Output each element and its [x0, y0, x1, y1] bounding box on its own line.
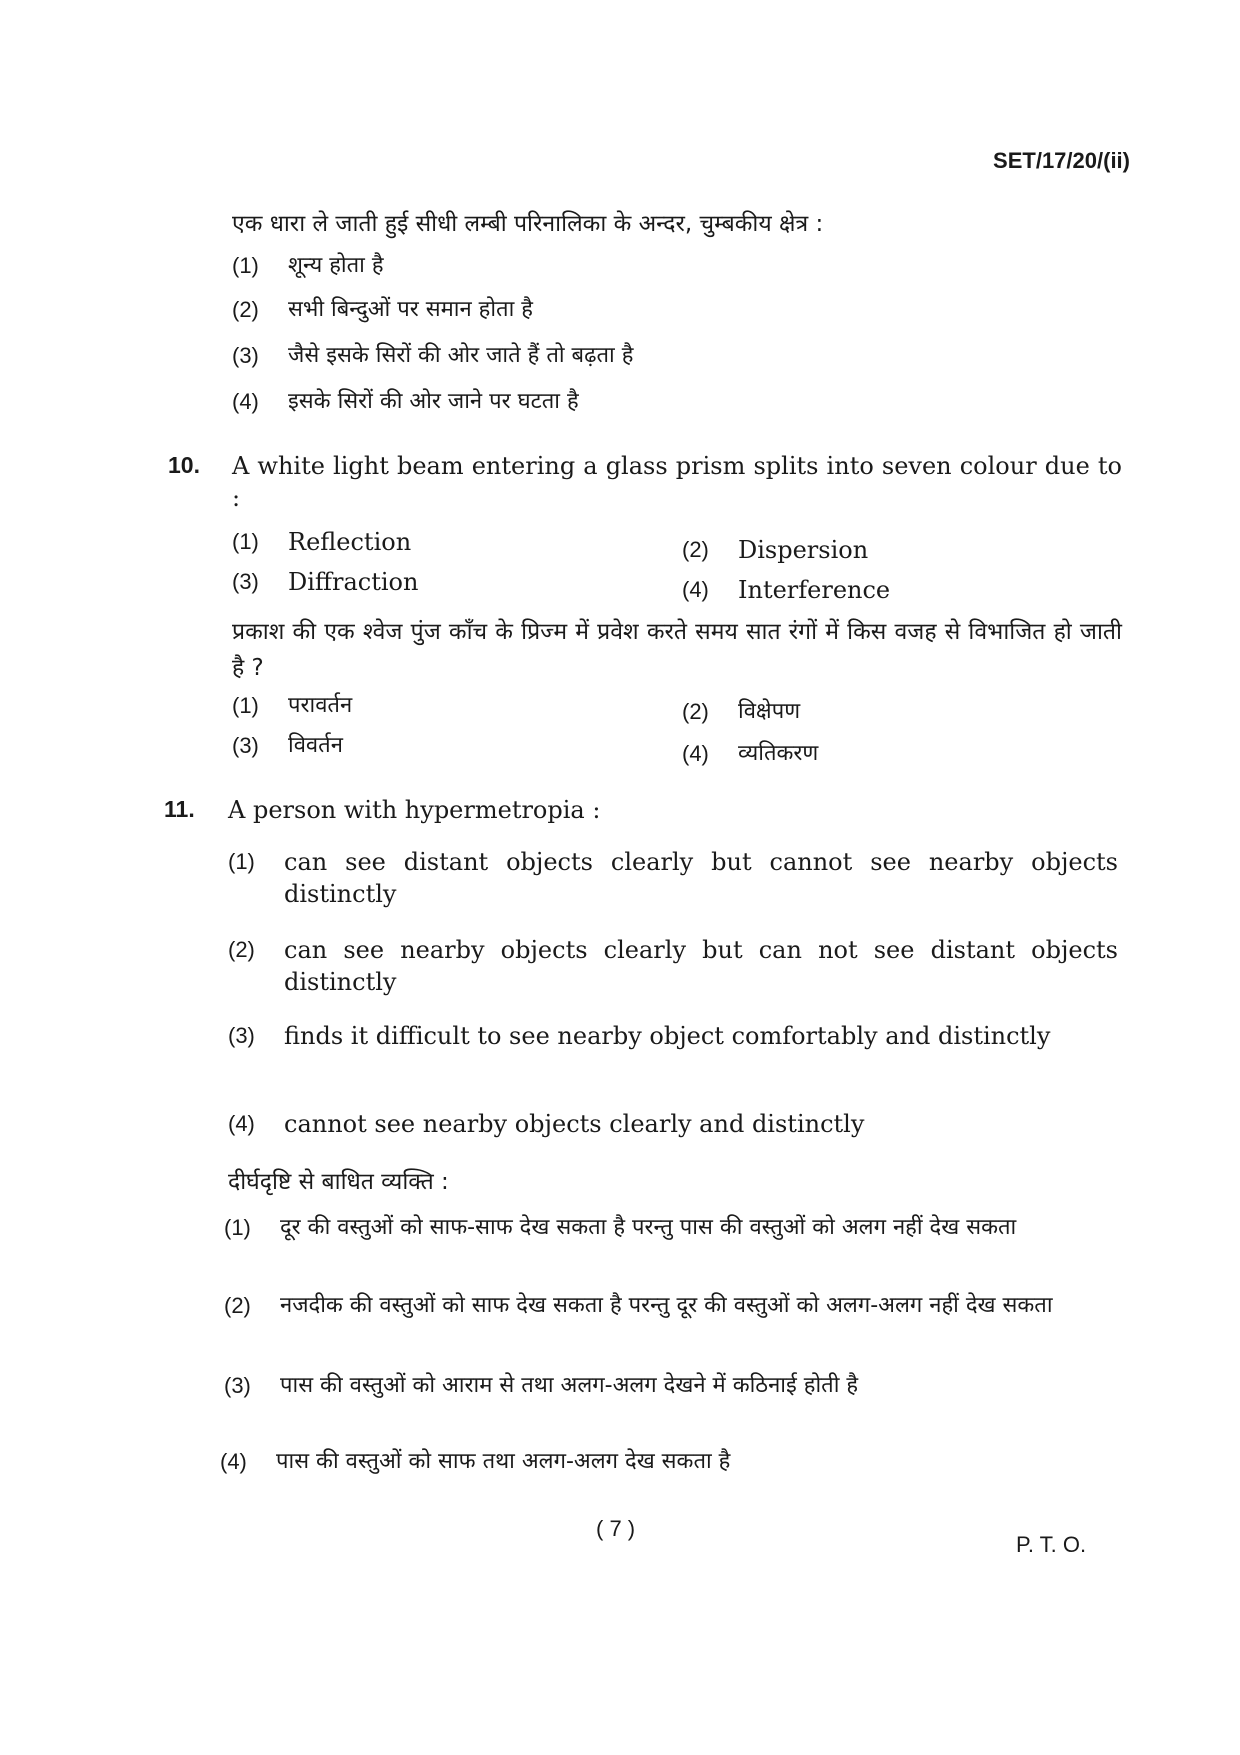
q10-option-1: (1) Reflection — [232, 528, 412, 556]
q10-hindi-option-4: (4) व्यतिकरण — [682, 741, 819, 766]
q10-hindi-stem: प्रकाश की एक श्वेज पुंज काँच के प्रिज्म में प्रवेश करते समय सात रंगों में किस वजह से विभाजित हो जाती है ? — [232, 619, 1122, 681]
q10-hindi-option-3: (3) विवर्तन — [232, 733, 343, 758]
q11-hindi-option-3: (3) पास की वस्तुओं को आराम से तथा अलग-अलग देखने में कठिनाई होती है — [224, 1373, 859, 1398]
q9-hindi-stem: एक धारा ले जाती हुई सीधी लम्बी परिनालिका के अन्दर, चुम्बकीय क्षेत्र : — [232, 211, 824, 237]
q10-number: 10. — [168, 452, 200, 478]
q11-hindi-option-4: (4) पास की वस्तुओं को साफ तथा अलग-अलग देख सकता है — [220, 1449, 731, 1474]
q11-option-3: (3) finds it difficult to see nearby object comfortably and distinctly — [228, 1022, 1051, 1050]
q11-option-1: (1) can see distant objects clearly but cannot see nearby objects distinctly — [228, 848, 1118, 908]
q10-option-4: (4) Interference — [682, 576, 891, 604]
q10-hindi-option-2: (2) विक्षेपण — [682, 699, 801, 724]
q10-hindi-option-1: (1) परावर्तन — [232, 693, 353, 718]
q11-number: 11. — [164, 796, 195, 822]
paper-set-code: SET/17/20/(ii) — [993, 148, 1130, 173]
q11-hindi-stem: दीर्घदृष्टि से बाधित व्यक्ति : — [228, 1169, 449, 1195]
q11-hindi-option-1: (1) दूर की वस्तुओं को साफ-साफ देख सकता है परन्तु पास की वस्तुओं को अलग नहीं देख सकता — [224, 1215, 1017, 1240]
q10-option-3: (3) Diffraction — [232, 568, 419, 596]
q10-stem: A white light beam entering a glass prism splits into seven colour due to : — [232, 452, 1122, 512]
page-number: ( 7 ) — [596, 1516, 636, 1541]
q9-hindi-option-1: (1) शून्य होता है — [232, 253, 384, 278]
q10-option-2: (2) Dispersion — [682, 536, 869, 564]
pto-label: P. T. O. — [1016, 1532, 1087, 1557]
q9-hindi-option-2: (2) सभी बिन्दुओं पर समान होता है — [232, 297, 533, 322]
q11-stem: A person with hypermetropia : — [228, 796, 601, 824]
q11-hindi-option-2: (2) नजदीक की वस्तुओं को साफ देख सकता है परन्तु दूर की वस्तुओं को अलग-अलग नहीं देख सकता — [224, 1293, 1053, 1318]
q11-option-2: (2) can see nearby objects clearly but can not see distant objects distinctly — [228, 936, 1118, 996]
q9-hindi-option-3: (3) जैसे इसके सिरों की ओर जाते हैं तो बढ़ता है — [232, 343, 634, 368]
q11-option-4: (4) cannot see nearby objects clearly and distinctly — [228, 1110, 865, 1138]
q9-hindi-option-4: (4) इसके सिरों की ओर जाने पर घटता है — [232, 389, 579, 414]
